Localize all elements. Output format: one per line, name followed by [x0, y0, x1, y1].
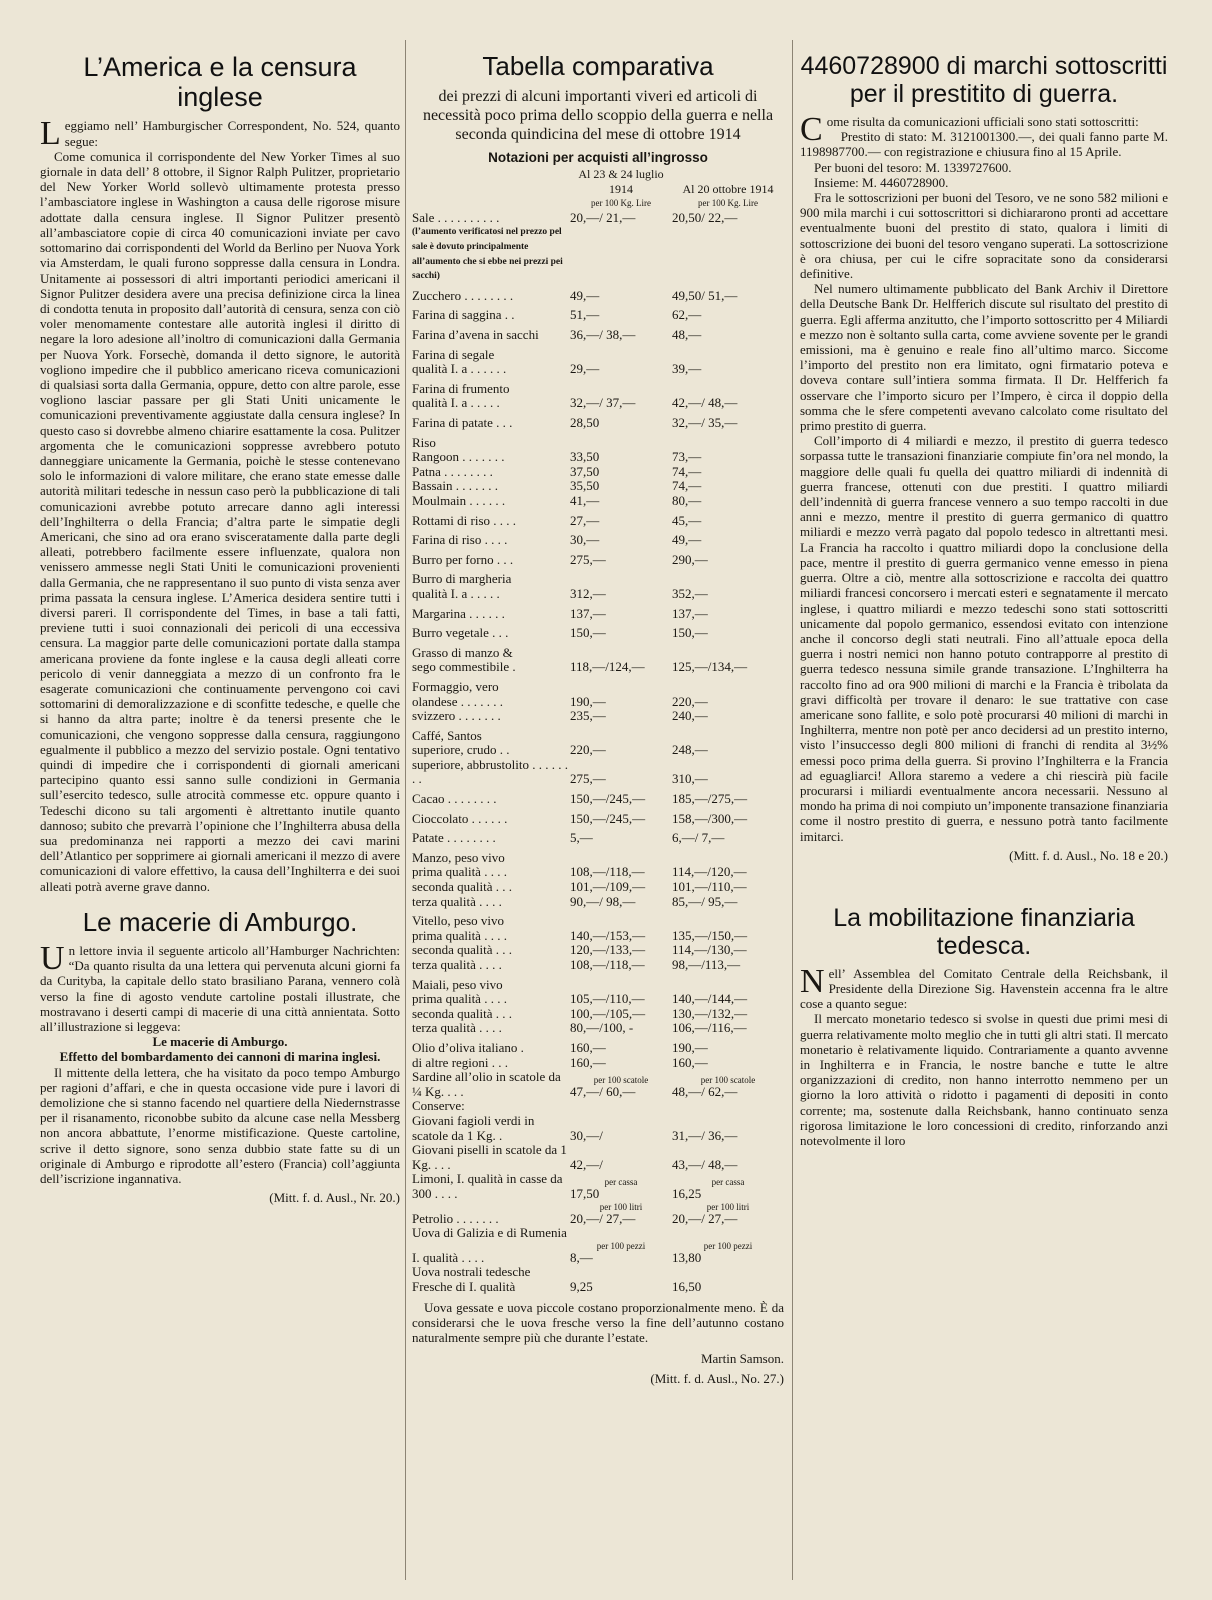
sale-note: (l’aumento verificatosi nel prezzo pel sale è dovuto principalmente all’aumento che si ebbe nei prezzi pei sacchi) [412, 227, 563, 282]
caption-line: Le macerie di Amburgo. [152, 1034, 288, 1050]
table-row [412, 978, 784, 993]
table-row [412, 831, 784, 846]
price-value: 9,25 [570, 1278, 593, 1294]
price-value [570, 978, 672, 993]
item-label: Petrolio . . . . . . . [412, 1210, 499, 1226]
price-value: 45,— [672, 512, 702, 528]
price-value: 32,—/ 37,— [570, 395, 636, 411]
price-value: 39,— [672, 361, 702, 377]
price-value [570, 914, 672, 929]
article-title: La mobilitazione finanziaria tedesca. [833, 903, 1135, 960]
article-paragraph: Fra le sottoscrizioni per buoni del Tesoro, ve ne sono 582 milioni e 900 mila marchi i cui sottoscrittori si dichiararono pronti ad accettare eventualmente buoni del prestito di stato, qualora i limiti di sottoscrizione dei buoni del tesoro vengano superati. La sottoscrizione è ora chiusa, per cui le cifre sopracitate sono da considerarsi definitive. [800, 190, 1168, 282]
item-label: Farina di patate . . . [412, 415, 513, 431]
unit-label: per 100 Kg. Lire [698, 198, 758, 209]
table-row [412, 479, 784, 494]
price-value: 248,— [672, 742, 708, 758]
item-label: Moulmain . . . . . . [412, 492, 506, 508]
article-paragraph: Come comunica il corrispondente del New Yorker Times al suo giornale in data dell’ 8 ottobre, il Signor Ralph Pulitzer, proprietario del New Yorker World sollevò ultimamente protesta presso l’ambasciatore inglese in Washington a causa delle rigorose misure adottate dalla censura inglese. Il Signor Pulitzer presentò all’ambasciatore copie di circa 40 comunicazioni inviate per cavo sottomarino dai corrispondenti del World da Berlino per Nuova York via Amsterdam, le quali furono soppresse dalla censura in Londra. Unitamente ai possessori di altri importanti periodici americani il Signor Pulitzer desidera avere una precisa definizione circa la linea di condotta tenuta in proposito dall’autorità di censura, senza con ciò voler menomamente contestare alle autorità inglesi il diritto di negare la loro adesione all’inoltro di comunicazioni dalla Germania per Nuova York. Forsechè, domanda il detto signore, le autorità vogliono impedire che il pubblico americano riceva comunicazioni di qualsiasi sorta dalla Germania, oppure, detto con altre parole, esse vogliono lasciar passare per gli Stati Uniti unicamente le comunicazioni preventivamente aggiustate dalla censura inglese? In questo caso si dovrebbe almeno chiarire esattamente la cosa. Pulitzer argomenta che le comunicazioni soppresse avrebbero potuto danneggiare unicamente la Germania, poichè le stesse contenevano solo le informazioni di valore militare, che erano state emesse dalle autorità militari tedesche in nessun caso però la pubblicazione di tali comunicazioni avrebbe potuto arrecare danno agli interessi dell’Inghilterra o della Francia; d’altra parte le simpatie degli Americani, che sino ad ora erano svisceratamente dalla parte degli alleati, potrebbero facilmente essere influenzate, qualora non venissero ammesse negli Stati Uniti le comunicazioni provenienti dalla Germania, che ne rappresentano il suo punto di vista senza aver prima passata la censura inglese. L’America desidera sentire tutti i diversi pareri. Il corrispondente del Times, in base a tali fatti, previene tutti i suoi connazionali dei pericoli di una eccessiva censura. La maggior parte delle comunicazioni portate dalla stampa americana proviene da fonte inglese e la causa degli alleati corre pericolo di venir danneggiata a mezzo di un confronto fra le esagerate comunicazioni che continuamente pervengono coi cavi sottomarini di demoralizzazione e di sconfitte tedesche, e quelle che si hanno da altra parte; inoltre è da tenersi presente che le comunicazioni, che vengono soppresse dalla censura, raggiungono egualmente il pubblico a mezzo del servizio postale. Ogni tentativo quindi di impedire che i corrispondenti di giornali americani partecipino quanto essi sanno sulle condizioni in Germania sull’esercito tedesco, sulle atrocità commesse etc. oppure quanto i Tedeschi dicono su tali argomenti è altrettanto inutile quanto dannoso; subito che prevarrà l’opinione che l’Inghilterra abusa della sua predominanza nei rapporti a mezzo dei cavi marini dell’Atlantico per sopprimere ai giornali americani il mezzo di avere comunicazioni di valore effettivo, la causa dell’Inghilterra e dei suoi alleati potrà averne grave danno. [40, 148, 400, 894]
table-row [412, 436, 784, 451]
price-value: 8,— [570, 1249, 593, 1265]
source-citation: (Mitt. f. d. Ausl., No. 27.) [650, 1371, 784, 1387]
price-value: 20,50/ 22,— [672, 209, 738, 225]
paragraph-text: n lettore invia il seguente articolo all’Hamburger Nachrichten: “Da quanto risulta da una lettera qui pervenuta alcuni giorni fa da Curityba, la capitale dello stato brasiliano Parana, vennero colà verso la fine di agosto vendute cartoline postali illustrate, che mostravano i deserti campi di macerie di una città annientata. Sotto all’illustrazione si leggeva: [40, 942, 400, 1034]
price-value: 48,—/ 62,— [672, 1083, 738, 1099]
unit-label: per 100 litri [599, 1201, 643, 1212]
price-value [570, 729, 672, 744]
table-row [412, 416, 784, 431]
table-row [412, 626, 784, 641]
article-paragraph: Il mittente della lettera, che ha visitato da poco tempo Amburgo per ragioni d’affari, e che in questa occasione vide pure i lavori di demolizione che si stanno facendo nel quartiere della Niedernstrasse per il risanamento, riconobbe subito da alcune case nella Messberg non ancora abbattute, l’enorme mistificazione. Queste cartoline, scrive il detto signore, sono senza dubbio state fatte su di un originale di Amburgo e riprodotte all’estero (Francia) coll’aggiunta dell’iscrizione ingannativa. [40, 1064, 400, 1186]
table-row [412, 362, 784, 377]
table-title: Tabella comparativa [482, 51, 714, 81]
table-row [412, 553, 784, 568]
price-value: 49,— [570, 287, 600, 303]
item-label: superiore, abbrustolito . . . . . . . . [412, 756, 568, 787]
item-label: Patna . . . . . . . . [412, 463, 493, 479]
table-row [412, 348, 784, 363]
price-value: 13,80 [672, 1249, 702, 1265]
price-value: 137,— [570, 605, 606, 621]
table-row [412, 1226, 784, 1241]
price-value [570, 851, 672, 866]
price-value [570, 646, 672, 661]
table-row [412, 992, 784, 1007]
price-value: 51,— [570, 307, 600, 323]
table-note: Uova gessate e uova piccole costano proporzionalmente meno. È da considerarsi che le uova fresche verso la fine dell’autunno costano naturalmente sempre più che durante l’estate. [412, 1300, 784, 1346]
item-label: Burro vegetale . . . [412, 625, 509, 641]
table-row [412, 382, 784, 397]
price-value [570, 680, 672, 695]
price-value: 35,50 [570, 478, 600, 494]
price-value: 20,—/ 27,— [570, 1210, 636, 1226]
price-value: 41,— [570, 492, 600, 508]
table-row [412, 851, 784, 866]
article-paragraph: Prestito di stato: M. 3121001300.—, dei quali fanno parte M. 1198987700.— con registrazione e chiusura fino al 15 Aprile. [800, 129, 1168, 160]
article-paragraph [40, 939, 400, 1034]
price-value [672, 680, 784, 695]
price-value: 31,—/ 36,— [672, 1127, 738, 1143]
price-value: 275,— [570, 771, 606, 787]
unit-label: per 100 litri [706, 1201, 750, 1212]
price-value: 74,— [672, 478, 702, 494]
table-row [412, 758, 784, 787]
price-value [570, 382, 672, 397]
table-row [412, 709, 784, 724]
price-table [412, 167, 784, 1294]
drop-cap: U [40, 939, 65, 977]
price-value: 29,— [570, 361, 600, 377]
item-label: Farina di saggina . . [412, 307, 515, 323]
table-row [412, 1241, 784, 1266]
price-value: 140,—/153,— [570, 927, 646, 943]
price-value: 30,—/ [570, 1127, 603, 1143]
table-row [412, 587, 784, 602]
table-row [412, 1041, 784, 1056]
item-label: Conserve: [412, 1098, 465, 1114]
item-label: Caffé, Santos [412, 727, 482, 743]
item-label: Formaggio, vero [412, 678, 499, 694]
item-label: terza qualità . . . . [412, 957, 502, 973]
item-label: Manzo, peso vivo [412, 849, 505, 865]
article-paragraph: Il mercato monetario tedesco si svolse in questi due primi mesi di guerra relativamente molto meglio che in tutti gli altri stati. Il mercato monetario è relativamente liquido. Contrariamente a quanto avvenne in Inghilterra e in Francia, le nostre banche e tutte le altre organizzazioni di credito, non hanno interrotto nemmeno per un giorno la loro attività o ridotto i pagamenti di depositi in conto corrente; ma, sostenute dalla Reichsbank, hanno continuato senza rigorosa limitazione le loro concessioni di credito, rinforzando anzi notevolmente il loro [800, 1011, 1168, 1148]
paragraph-text: ome risulta da comunicazioni ufficiali sono stati sottoscritti: [826, 114, 1139, 129]
price-value: 17,50 [570, 1185, 600, 1201]
price-value: 185,—/275,— [672, 791, 748, 807]
price-value: 190,— [570, 693, 606, 709]
table-row [412, 958, 784, 973]
table-row [412, 943, 784, 958]
price-value [672, 729, 784, 744]
table-row [412, 743, 784, 758]
price-value: 80,— [672, 492, 702, 508]
price-value: 98,—/113,— [672, 957, 741, 973]
price-value [672, 646, 784, 661]
item-label: Burro per forno . . . [412, 551, 514, 567]
table-row [412, 812, 784, 827]
price-value: 160,— [570, 1054, 606, 1070]
table-row [412, 1172, 784, 1201]
price-value: 42,—/ [570, 1156, 603, 1172]
price-value: 90,—/ 98,— [570, 893, 636, 909]
article-paragraph [40, 115, 400, 153]
price-value: 140,—/144,— [672, 991, 748, 1007]
article-title: L’America e la censura inglese [83, 52, 357, 113]
item-label: Burro di margheria [412, 571, 512, 587]
unit-label: per cassa [604, 1176, 638, 1187]
table-row [412, 1202, 784, 1227]
price-value: 312,— [570, 585, 606, 601]
article-paragraph [800, 962, 1168, 1012]
table-row [412, 211, 784, 226]
price-value [570, 348, 672, 363]
price-value: 49,50/ 51,— [672, 287, 738, 303]
column-right [800, 40, 1168, 1148]
table-row [412, 533, 784, 548]
table-header-row [412, 167, 784, 196]
source-citation: (Mitt. f. d. Ausl., Nr. 20.) [269, 1190, 400, 1206]
item-label: Sardine all’olio in scatole da ¼ Kg. . . . [412, 1069, 561, 1099]
column-header: Al 20 ottobre 1914 [682, 181, 774, 196]
item-label: Rangoon . . . . . . . [412, 449, 505, 465]
table-row [412, 729, 784, 744]
price-value: 42,—/ 48,— [672, 395, 738, 411]
unit-row [412, 1070, 784, 1099]
drop-cap: C [800, 111, 823, 148]
table-row [412, 1114, 784, 1143]
item-label: Uova nostrali tedesche [412, 1264, 531, 1280]
price-value: 16,25 [672, 1185, 702, 1201]
price-value: 150,— [672, 625, 708, 641]
price-value: 74,— [672, 463, 702, 479]
price-value: 73,— [672, 449, 702, 465]
table-row [412, 1099, 784, 1114]
table-row [412, 792, 784, 807]
price-value [672, 851, 784, 866]
table-row [412, 396, 784, 411]
table-row [412, 289, 784, 304]
item-label: Farina di frumento [412, 380, 510, 396]
table-row [412, 465, 784, 480]
price-value: 108,—/118,— [570, 957, 645, 973]
column-rule [792, 40, 793, 1580]
article-paragraph: Nel numero ultimamente pubblicato del Bank Archiv il Direttore della Deutsche Bank Dr. Helfferich discute sul risultato del prestito di guerra. Egli afferma anzitutto, che l’importo sottoscritto per 4 Miliardi e mezzo non è soltanto sulla carta, come avviene sovente per le grandi emissioni, ma è genuino e reale fino all’ultimo marco. Siccome l’importo del prestito non era limitato, ogni firmatario poteva e doveva contare sull’intiera somma firmata. Il Dr. Helfferich fa osservare che l’importo sicuro per l’Impero, è circa il doppio della somma che le sfere competenti avevano calcolato come risultato del primo prestito di guerra. [800, 281, 1168, 434]
table-row [412, 695, 784, 710]
item-label: Limoni, I. qualità in casse da 300 . . . . [412, 1171, 563, 1201]
caption-line: Effetto del bombardamento dei cannoni di marina inglesi. [59, 1049, 381, 1065]
price-value: 310,— [672, 771, 708, 787]
price-value: 5,— [570, 830, 593, 846]
price-value: 135,—/150,— [672, 927, 748, 943]
price-value: 290,— [672, 551, 708, 567]
unit-row [412, 196, 784, 211]
table-row [412, 450, 784, 465]
table-row [412, 660, 784, 675]
table-row [412, 895, 784, 910]
unit-label: per 100 Kg. Lire [591, 198, 651, 209]
item-label: Vitello, peso vivo [412, 913, 505, 929]
item-label: Bassain . . . . . . . [412, 478, 498, 494]
item-label: prima qualità . . . . [412, 864, 507, 880]
item-label: Olio d’oliva italiano . [412, 1039, 524, 1055]
price-value: 36,—/ 38,— [570, 327, 636, 343]
item-label: Patate . . . . . . . . [412, 830, 496, 846]
price-value [672, 914, 784, 929]
price-value: 235,— [570, 708, 606, 724]
price-value: 130,—/132,— [672, 1005, 748, 1021]
price-value: 137,— [672, 605, 708, 621]
price-value: 108,—/118,— [570, 864, 645, 880]
item-label: sego commestibile . [412, 659, 516, 675]
table-row [412, 914, 784, 929]
price-value: 85,—/ 95,— [672, 893, 738, 909]
price-value: 30,— [570, 532, 600, 548]
table-row [412, 646, 784, 661]
price-value: 62,— [672, 307, 702, 323]
price-value: 106,—/116,— [672, 1020, 747, 1036]
price-value [570, 436, 672, 451]
table-row [412, 607, 784, 622]
price-rows [412, 211, 784, 1070]
price-value: 101,—/110,— [672, 879, 747, 895]
item-label: Farina d’avena in sacchi [412, 327, 539, 343]
table-row [412, 1056, 784, 1071]
item-label: Margarina . . . . . . [412, 605, 505, 621]
price-value [672, 382, 784, 397]
item-label: Farina di riso . . . . [412, 532, 508, 548]
price-value [570, 572, 672, 587]
paragraph-text: ell’ Assemblea del Comitato Centrale della Reichsbank, il Presidente della Direzione Sig. Havenstein accenna fra le altre cose a quanto segue: [800, 965, 1168, 1012]
price-value: 150,— [570, 625, 606, 641]
unit-label: per 100 scatole [700, 1074, 756, 1085]
item-label: Giovani piselli in scatole da 1 Kg. . . . [412, 1142, 567, 1172]
price-value: 6,—/ 7,— [672, 830, 725, 846]
item-label: Sale . . . . . . . . . . [412, 209, 500, 225]
item-label: Cacao . . . . . . . . [412, 791, 497, 807]
price-value: 47,—/ 60,— [570, 1083, 636, 1099]
item-label: Farina di segale [412, 346, 495, 362]
price-value: 48,— [672, 327, 702, 343]
price-value: 37,50 [570, 463, 600, 479]
article-paragraph: Per buoni del tesoro: M. 1339727600. [814, 159, 1012, 175]
paragraph-text: eggiamo nell’ Hamburgischer Correspondent, No. 524, quanto segue: [64, 118, 400, 149]
price-value: 28,50 [570, 415, 600, 431]
price-value [672, 978, 784, 993]
price-value: 160,— [570, 1039, 606, 1055]
price-value: 20,—/ 27,— [672, 1210, 738, 1226]
price-value: 114,—/130,— [672, 942, 747, 958]
price-value: 240,— [672, 708, 708, 724]
item-label: svizzero . . . . . . . [412, 708, 501, 724]
table-row [412, 680, 784, 695]
price-value: 158,—/300,— [672, 810, 748, 826]
item-label: Rottami di riso . . . . [412, 512, 516, 528]
table-row [412, 494, 784, 509]
table-row [412, 1007, 784, 1022]
price-value [672, 348, 784, 363]
item-label: Grasso di manzo & [412, 644, 513, 660]
price-value: 190,— [672, 1039, 708, 1055]
price-value: 120,—/133,— [570, 942, 646, 958]
unit-label: per 100 scatole [593, 1074, 649, 1085]
item-label: di altre regioni . . . [412, 1054, 509, 1070]
item-label: seconda qualità . . . [412, 1005, 512, 1021]
unit-label: per 100 pezzi [596, 1240, 646, 1251]
article-paragraph: Insieme: M. 4460728900. [814, 174, 949, 190]
item-label: qualità I. a . . . . . [412, 395, 500, 411]
author-signature: Martin Samson. [700, 1351, 784, 1367]
item-label: terza qualità . . . . [412, 1020, 502, 1036]
price-value: 49,— [672, 532, 702, 548]
column-header: Al 23 & 24 luglio 1914 [578, 167, 664, 196]
price-value: 220,— [570, 742, 606, 758]
price-value: 33,50 [570, 449, 600, 465]
item-label: qualità I. a . . . . . . [412, 361, 507, 377]
price-value [672, 572, 784, 587]
price-value: 220,— [672, 693, 708, 709]
item-label: olandese . . . . . . . [412, 693, 503, 709]
price-value: 20,—/ 21,— [570, 209, 636, 225]
column-middle [412, 40, 784, 1387]
item-label: Uova di Galizia e di Rumenia [412, 1225, 567, 1241]
item-label: I. qualità . . . . [412, 1249, 485, 1265]
unit-label: per cassa [711, 1176, 745, 1187]
price-value: 80,—/100, - [570, 1020, 634, 1036]
table-row [412, 1265, 784, 1280]
item-label: Cioccolato . . . . . . [412, 810, 508, 826]
item-label: terza qualità . . . . [412, 893, 502, 909]
table-row [412, 865, 784, 880]
item-label: prima qualità . . . . [412, 991, 507, 1007]
table-row [412, 1143, 784, 1172]
table-intro: dei prezzi di alcuni importanti viveri ed articoli di necessità poco prima dello scoppio della guerra e nella seconda quindicina del mese di ottobre 1914 [422, 88, 774, 144]
price-value: 150,—/245,— [570, 791, 646, 807]
item-label: Maiali, peso vivo [412, 976, 503, 992]
table-subheading: Notazioni per acquisti all’ingrosso [488, 150, 708, 166]
item-label: prima qualità . . . . [412, 927, 507, 943]
item-label: Fresche di I. qualità [412, 1278, 516, 1294]
item-label: Zucchero . . . . . . . . [412, 287, 514, 303]
source-citation: (Mitt. f. d. Ausl., No. 18 e 20.) [1009, 847, 1168, 863]
price-value: 118,—/124,— [570, 659, 645, 675]
table-row [412, 514, 784, 529]
price-value: 32,—/ 35,— [672, 415, 738, 431]
price-value: 100,—/105,— [570, 1005, 646, 1021]
price-value: 16,50 [672, 1278, 702, 1294]
item-label: seconda qualità . . . [412, 879, 512, 895]
unit-label: per 100 pezzi [703, 1240, 753, 1251]
article-paragraph: Coll’importo di 4 miliardi e mezzo, il prestito di guerra tedesco sorpassa tutte le transazioni finanziarie compiute fin’ora nel mondo, la maggiore delle quali fu quella dei quattro miliardi di indennità di guerra francese, ottenuti con due prestiti. I quattro miliardi dell’indennità di guerra francese vennero a suo tempo raccolti in due anni e mezzo, mentre il prestito di guerra germanico di quattro miliardi e mezzo verrà pagato dal popolo tedesco in altrettanti mesi. La Francia ha raccolto i quattro miliardi dopo la conclusione della pace, mentre il prestito di guerra germanico venne emesso in piena guerra. Oltre a ciò, mentre alla sottoscrizione e raccolta dei quattro miliardi francesi concorsero i mercati esteri e segnatamente il mercato inglese, i quattro miliardi e mezzo tedeschi sono stati sottoscritti unicamente dal popolo germanico, essendosi evitato con intenzione anche il concorso degli stati neutrali. Fino all’attuale epoca della guerra i nostri nemici non hanno potuto contrapporre al prestito di guerra tedesco nessuna simile grande transazione. L’Inghilterra ha raccolto fino ad ora 900 milioni di marchi e la Francia è tribolata da gravi difficoltà per trovare il denaro: le sue trattative con case americane sono fallite, e solo potè procurarsi 40 milioni di marchi in Inghilterra, mentre non potè per anco decidersi ad un prestito interno, visto l’insuccesso degli 800 milioni di franchi di rendita al 3½% emessi poco prima della guerra. Si provino l’Inghilterra e la Francia ad eguagliarci! Allora staremo a vedere a chi riescirà più facile procurarsi i miliardi eventualmente ancora necessarii. Nessuno al mondo ha prima di noi compiuto un’imponente transazione finanziaria come il nostro prestito di guerra, e nessuno potrà tanto facilmente imitarci. [800, 433, 1168, 844]
price-value: 275,— [570, 551, 606, 567]
price-value: 27,— [570, 512, 600, 528]
table-row [412, 572, 784, 587]
table-row [412, 1021, 784, 1036]
item-label: Riso [412, 434, 436, 450]
table-row [412, 1280, 784, 1295]
price-value: 150,—/245,— [570, 810, 646, 826]
price-value: 114,—/120,— [672, 864, 747, 880]
note-row [412, 225, 784, 283]
item-label: seconda qualità . . . [412, 942, 512, 958]
price-value: 125,—/134,— [672, 659, 748, 675]
price-value: 43,—/ 48,— [672, 1156, 738, 1172]
drop-cap: N [800, 962, 825, 1000]
article-title: 4460728900 di marchi sottoscritti per il prestitito di guerra. [800, 52, 1168, 108]
price-value: 105,—/110,— [570, 991, 645, 1007]
column-left [40, 40, 400, 1206]
price-value [672, 436, 784, 451]
item-label: Giovani fagioli verdi in scatole da 1 Kg. . [412, 1112, 535, 1143]
table-row [412, 880, 784, 895]
price-value: 352,— [672, 585, 708, 601]
table-row [412, 308, 784, 323]
column-rule [405, 40, 406, 1580]
item-label: superiore, crudo . . [412, 742, 510, 758]
price-value: 160,— [672, 1054, 708, 1070]
table-row [412, 929, 784, 944]
price-value: 101,—/109,— [570, 879, 646, 895]
item-label: qualità I. a . . . . . [412, 585, 500, 601]
table-row [412, 328, 784, 343]
drop-cap: L [40, 115, 61, 153]
article-title: Le macerie di Amburgo. [82, 906, 358, 937]
